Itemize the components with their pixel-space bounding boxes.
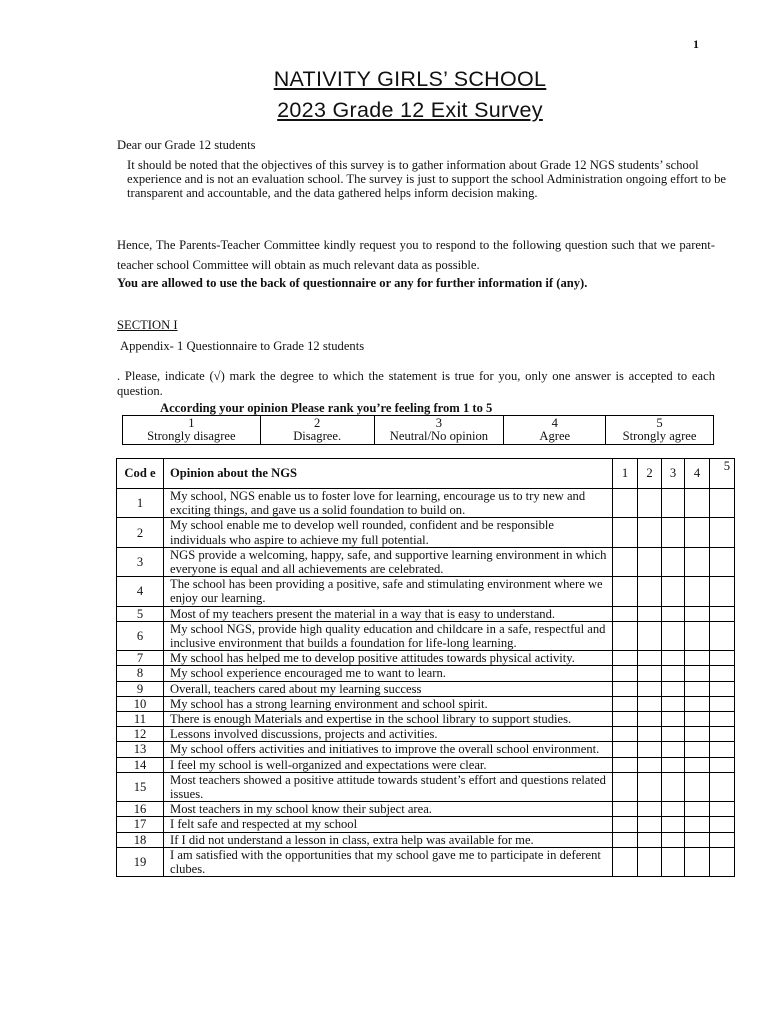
rating-checkbox-1[interactable] bbox=[613, 518, 638, 547]
rating-checkbox-2[interactable] bbox=[638, 757, 662, 772]
rating-checkbox-5[interactable] bbox=[710, 847, 735, 876]
row-code: 15 bbox=[117, 772, 164, 801]
rating-checkbox-4[interactable] bbox=[685, 847, 710, 876]
section-title: SECTION I bbox=[117, 318, 178, 332]
rating-checkbox-1[interactable] bbox=[613, 489, 638, 518]
row-statement: I felt safe and respected at my school bbox=[164, 817, 613, 832]
scale-cell: 4 Agree bbox=[504, 416, 606, 445]
rating-checkbox-1[interactable] bbox=[613, 742, 638, 757]
rating-checkbox-3[interactable] bbox=[662, 772, 685, 801]
rating-checkbox-2[interactable] bbox=[638, 681, 662, 696]
rating-checkbox-4[interactable] bbox=[685, 518, 710, 547]
rating-checkbox-4[interactable] bbox=[685, 606, 710, 621]
rating-checkbox-2[interactable] bbox=[638, 817, 662, 832]
rating-checkbox-3[interactable] bbox=[662, 651, 685, 666]
row-code: 3 bbox=[117, 547, 164, 576]
table-row bbox=[117, 727, 735, 742]
table-row bbox=[117, 681, 735, 696]
rating-checkbox-2[interactable] bbox=[638, 727, 662, 742]
row-code: 19 bbox=[117, 847, 164, 876]
table-row bbox=[117, 832, 735, 847]
rating-header-2: 2 bbox=[638, 459, 662, 489]
rating-checkbox-1[interactable] bbox=[613, 666, 638, 681]
rating-checkbox-1[interactable] bbox=[613, 802, 638, 817]
row-statement: Lessons involved discussions, projects and activities. bbox=[164, 727, 613, 742]
rating-checkbox-4[interactable] bbox=[685, 817, 710, 832]
row-statement: NGS provide a welcoming, happy, safe, and supportive learning environment in which everyone is equal and all achievements are celebrated. bbox=[164, 547, 613, 576]
rating-checkbox-3[interactable] bbox=[662, 606, 685, 621]
scale-cell: 3 Neutral/No opinion bbox=[374, 416, 504, 445]
rating-checkbox-2[interactable] bbox=[638, 712, 662, 727]
scale-cell: 1 Strongly disagree bbox=[123, 416, 261, 445]
row-statement: My school experience encouraged me to want to learn. bbox=[164, 666, 613, 681]
scale-cell: 2 Disagree. bbox=[260, 416, 374, 445]
rating-checkbox-3[interactable] bbox=[662, 696, 685, 711]
rating-checkbox-3[interactable] bbox=[662, 757, 685, 772]
rating-checkbox-5[interactable] bbox=[710, 696, 735, 711]
row-statement: Most teachers showed a positive attitude towards student’s effort and questions related issues. bbox=[164, 772, 613, 801]
rating-checkbox-3[interactable] bbox=[662, 489, 685, 518]
purpose-paragraph: It should be noted that the objectives of this survey is to gather information about Grade 12 NGS students’ school experience and is not an evaluation school. The survey is just to support the school Administration ongoing effort to be transparent and accountable, and the data gathered helps inform decision making. bbox=[127, 158, 727, 200]
rating-checkbox-3[interactable] bbox=[662, 802, 685, 817]
table-row bbox=[117, 547, 735, 576]
row-code: 18 bbox=[117, 832, 164, 847]
rating-checkbox-4[interactable] bbox=[685, 621, 710, 650]
row-code: 10 bbox=[117, 696, 164, 711]
rating-checkbox-1[interactable] bbox=[613, 772, 638, 801]
row-code: 12 bbox=[117, 727, 164, 742]
back-note: You are allowed to use the back of questionnaire or any for further information if (any). bbox=[117, 276, 588, 290]
rating-checkbox-5[interactable] bbox=[710, 757, 735, 772]
rating-checkbox-3[interactable] bbox=[662, 832, 685, 847]
rating-checkbox-2[interactable] bbox=[638, 489, 662, 518]
rating-checkbox-5[interactable] bbox=[710, 621, 735, 650]
rating-checkbox-1[interactable] bbox=[613, 832, 638, 847]
table-row bbox=[117, 621, 735, 650]
rating-checkbox-2[interactable] bbox=[638, 742, 662, 757]
rating-checkbox-3[interactable] bbox=[662, 666, 685, 681]
rating-header-1: 1 bbox=[613, 459, 638, 489]
rating-checkbox-1[interactable] bbox=[613, 606, 638, 621]
rating-checkbox-5[interactable] bbox=[710, 489, 735, 518]
rating-checkbox-5[interactable] bbox=[710, 742, 735, 757]
committee-request: Hence, The Parents-Teacher Committee kindly request you to respond to the following question such that we parent- teacher school Committee will obtain as much relevant data as possible. bbox=[117, 238, 715, 272]
row-statement: I am satisfied with the opportunities that my school gave me to participate in deferent clubes. bbox=[164, 847, 613, 876]
rating-checkbox-2[interactable] bbox=[638, 847, 662, 876]
table-row bbox=[117, 847, 735, 876]
rating-checkbox-5[interactable] bbox=[710, 817, 735, 832]
rating-checkbox-3[interactable] bbox=[662, 621, 685, 650]
rating-checkbox-4[interactable] bbox=[685, 802, 710, 817]
rating-checkbox-1[interactable] bbox=[613, 681, 638, 696]
table-row bbox=[117, 742, 735, 757]
row-code: 8 bbox=[117, 666, 164, 681]
rating-checkbox-3[interactable] bbox=[662, 518, 685, 547]
row-code: 4 bbox=[117, 577, 164, 606]
rating-checkbox-2[interactable] bbox=[638, 651, 662, 666]
table-row bbox=[117, 489, 735, 518]
table-row bbox=[117, 651, 735, 666]
rating-header-4: 4 bbox=[685, 459, 710, 489]
rating-checkbox-2[interactable] bbox=[638, 666, 662, 681]
rating-checkbox-4[interactable] bbox=[685, 757, 710, 772]
rating-checkbox-5[interactable] bbox=[710, 772, 735, 801]
survey-title: 2023 Grade 12 Exit Survey bbox=[277, 98, 543, 122]
rating-checkbox-4[interactable] bbox=[685, 832, 710, 847]
rating-checkbox-1[interactable] bbox=[613, 577, 638, 606]
row-code: 5 bbox=[117, 606, 164, 621]
table-row bbox=[117, 577, 735, 606]
row-code: 13 bbox=[117, 742, 164, 757]
rating-checkbox-1[interactable] bbox=[613, 817, 638, 832]
rating-checkbox-4[interactable] bbox=[685, 712, 710, 727]
rating-checkbox-3[interactable] bbox=[662, 712, 685, 727]
rating-checkbox-2[interactable] bbox=[638, 802, 662, 817]
rating-checkbox-5[interactable] bbox=[710, 577, 735, 606]
rating-checkbox-1[interactable] bbox=[613, 712, 638, 727]
rating-checkbox-4[interactable] bbox=[685, 651, 710, 666]
row-statement: Overall, teachers cared about my learning success bbox=[164, 681, 613, 696]
instruction-text: . Please, indicate (√) mark the degree to which the statement is true for you, only one answer is accepted to each question. bbox=[117, 369, 715, 398]
rating-checkbox-5[interactable] bbox=[710, 802, 735, 817]
rating-checkbox-4[interactable] bbox=[685, 681, 710, 696]
rating-checkbox-1[interactable] bbox=[613, 696, 638, 711]
row-code: 16 bbox=[117, 802, 164, 817]
rating-checkbox-1[interactable] bbox=[613, 621, 638, 650]
rank-heading: According your opinion Please rank you’re feeling from 1 to 5 bbox=[160, 401, 493, 415]
rating-checkbox-5[interactable] bbox=[710, 547, 735, 576]
opinion-header: Opinion about the NGS bbox=[164, 459, 613, 489]
table-row bbox=[117, 666, 735, 681]
rating-checkbox-4[interactable] bbox=[685, 727, 710, 742]
table-row bbox=[117, 802, 735, 817]
rating-checkbox-3[interactable] bbox=[662, 577, 685, 606]
greeting: Dear our Grade 12 students bbox=[117, 138, 256, 152]
rating-checkbox-4[interactable] bbox=[685, 772, 710, 801]
row-statement: My school has a strong learning environment and school spirit. bbox=[164, 696, 613, 711]
row-statement: My school has helped me to develop positive attitudes towards physical activity. bbox=[164, 651, 613, 666]
rating-checkbox-5[interactable] bbox=[710, 712, 735, 727]
rating-checkbox-4[interactable] bbox=[685, 547, 710, 576]
survey-table bbox=[116, 458, 735, 877]
table-row bbox=[117, 518, 735, 547]
rating-checkbox-5[interactable] bbox=[710, 681, 735, 696]
appendix-label: Appendix- 1 Questionnaire to Grade 12 students bbox=[120, 339, 365, 353]
row-statement: My school NGS, provide high quality education and childcare in a safe, respectful and inclusive environment that builds a foundation for life-long learning. bbox=[164, 621, 613, 650]
table-row bbox=[117, 772, 735, 801]
rating-checkbox-4[interactable] bbox=[685, 666, 710, 681]
table-row bbox=[117, 606, 735, 621]
school-name: NATIVITY GIRLS’ SCHOOL bbox=[273, 67, 547, 91]
rating-header-3: 3 bbox=[662, 459, 685, 489]
rating-checkbox-2[interactable] bbox=[638, 606, 662, 621]
rating-checkbox-5[interactable] bbox=[710, 727, 735, 742]
rating-checkbox-1[interactable] bbox=[613, 651, 638, 666]
row-statement: There is enough Materials and expertise in the school library to support studies. bbox=[164, 712, 613, 727]
row-code: 11 bbox=[117, 712, 164, 727]
row-statement: My school, NGS enable us to foster love for learning, encourage us to try new and exciting things, and gave us a solid foundation to build on. bbox=[164, 489, 613, 518]
rating-checkbox-2[interactable] bbox=[638, 547, 662, 576]
row-code: 1 bbox=[117, 489, 164, 518]
rating-checkbox-4[interactable] bbox=[685, 696, 710, 711]
rating-checkbox-2[interactable] bbox=[638, 696, 662, 711]
rating-checkbox-1[interactable] bbox=[613, 757, 638, 772]
rating-checkbox-3[interactable] bbox=[662, 727, 685, 742]
rating-checkbox-1[interactable] bbox=[613, 727, 638, 742]
rating-checkbox-5[interactable] bbox=[710, 651, 735, 666]
row-code: 2 bbox=[117, 518, 164, 547]
row-code: 6 bbox=[117, 621, 164, 650]
table-row bbox=[117, 757, 735, 772]
rating-checkbox-4[interactable] bbox=[685, 577, 710, 606]
code-header: Cod e bbox=[117, 459, 164, 489]
rating-checkbox-2[interactable] bbox=[638, 621, 662, 650]
rating-checkbox-2[interactable] bbox=[638, 577, 662, 606]
rating-checkbox-5[interactable] bbox=[710, 606, 735, 621]
rating-header-5: 5 bbox=[710, 459, 735, 489]
row-statement: My school enable me to develop well rounded, confident and be responsible individuals who aspire to achieve my full potential. bbox=[164, 518, 613, 547]
table-row bbox=[117, 817, 735, 832]
scale-cell: 5 Strongly agree bbox=[606, 416, 714, 445]
table-row bbox=[117, 696, 735, 711]
rating-checkbox-3[interactable] bbox=[662, 681, 685, 696]
row-code: 7 bbox=[117, 651, 164, 666]
rating-checkbox-3[interactable] bbox=[662, 742, 685, 757]
row-code: 17 bbox=[117, 817, 164, 832]
row-statement: My school offers activities and initiatives to improve the overall school environment. bbox=[164, 742, 613, 757]
rating-checkbox-5[interactable] bbox=[710, 666, 735, 681]
rating-checkbox-4[interactable] bbox=[685, 742, 710, 757]
rating-checkbox-3[interactable] bbox=[662, 817, 685, 832]
rating-checkbox-2[interactable] bbox=[638, 772, 662, 801]
rating-scale-table bbox=[122, 415, 714, 445]
row-statement: The school has been providing a positive, safe and stimulating environment where we enjoy our learning. bbox=[164, 577, 613, 606]
rating-checkbox-2[interactable] bbox=[638, 832, 662, 847]
table-row bbox=[117, 712, 735, 727]
rating-checkbox-1[interactable] bbox=[613, 547, 638, 576]
rating-checkbox-5[interactable] bbox=[710, 832, 735, 847]
page-number: 1 bbox=[693, 37, 699, 51]
rating-checkbox-1[interactable] bbox=[613, 847, 638, 876]
row-code: 9 bbox=[117, 681, 164, 696]
row-statement: If I did not understand a lesson in class, extra help was available for me. bbox=[164, 832, 613, 847]
row-code: 14 bbox=[117, 757, 164, 772]
row-statement: Most of my teachers present the material in a way that is easy to understand. bbox=[164, 606, 613, 621]
rating-checkbox-3[interactable] bbox=[662, 547, 685, 576]
rating-checkbox-2[interactable] bbox=[638, 518, 662, 547]
rating-checkbox-3[interactable] bbox=[662, 847, 685, 876]
row-statement: Most teachers in my school know their subject area. bbox=[164, 802, 613, 817]
row-statement: I feel my school is well-organized and expectations were clear. bbox=[164, 757, 613, 772]
rating-checkbox-4[interactable] bbox=[685, 489, 710, 518]
rating-checkbox-5[interactable] bbox=[710, 518, 735, 547]
